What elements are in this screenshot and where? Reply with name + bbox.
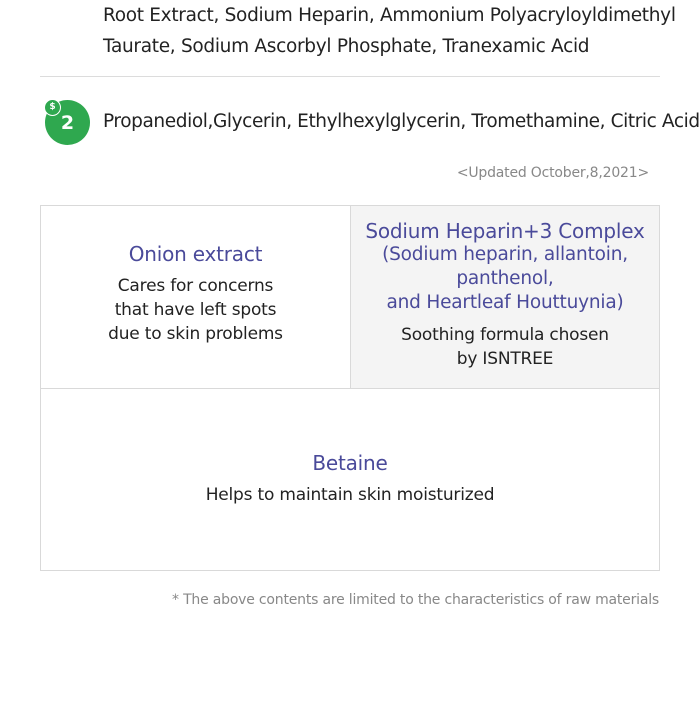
card-sodium-heparin-title-line-1: Sodium Heparin+3 Complex: [365, 219, 645, 243]
card-onion-extract-desc-line-2: that have left spots: [114, 300, 277, 320]
group-2-badge-number: 2: [60, 111, 75, 134]
card-betaine: [41, 389, 659, 570]
card-onion-extract-desc-line-1: Cares for concerns: [117, 276, 274, 296]
card-sodium-heparin-title-line-3: panthenol,: [456, 268, 554, 289]
ingredient-list-1: [103, 0, 676, 62]
card-sodium-heparin-title: [351, 219, 659, 315]
card-sodium-heparin-title-line-4: and Heartleaf Houttuynia): [386, 292, 624, 313]
section-divider: [40, 76, 660, 77]
card-sodium-heparin-desc: [351, 323, 659, 371]
group-2-badge: [45, 100, 90, 145]
card-onion-extract-desc: [41, 274, 350, 346]
card-onion-extract: [41, 206, 351, 389]
ingredient-list-1-line-2: Taurate, Sodium Ascorbyl Phosphate, Tranexamic Acid: [103, 36, 590, 57]
card-sodium-heparin-desc-line-2: by ISNTREE: [456, 349, 554, 369]
ingredient-list-1-line-1: Root Extract, Sodium Heparin, Ammonium Polyacryloyldimethyl: [103, 5, 676, 26]
ingredient-list-2: Propanediol,Glycerin, Ethylhexylglycerin, Tromethamine, Citric Acid: [103, 111, 700, 132]
card-onion-extract-title: Onion extract: [128, 242, 263, 266]
card-betaine-title: Betaine: [312, 451, 388, 475]
card-betaine-desc: Helps to maintain skin moisturized: [205, 485, 495, 505]
dollar-icon: $: [44, 99, 61, 116]
key-ingredients-grid: [40, 205, 660, 571]
card-sodium-heparin-title-line-2: (Sodium heparin, allantoin,: [382, 244, 628, 265]
card-sodium-heparin-desc-line-1: Soothing formula chosen: [401, 325, 609, 345]
card-onion-extract-desc-line-3: due to skin problems: [108, 324, 283, 344]
footnote: * The above contents are limited to the characteristics of raw materials: [172, 592, 659, 608]
updated-date: <Updated October,8,2021>: [456, 165, 649, 181]
card-sodium-heparin: [351, 206, 659, 389]
